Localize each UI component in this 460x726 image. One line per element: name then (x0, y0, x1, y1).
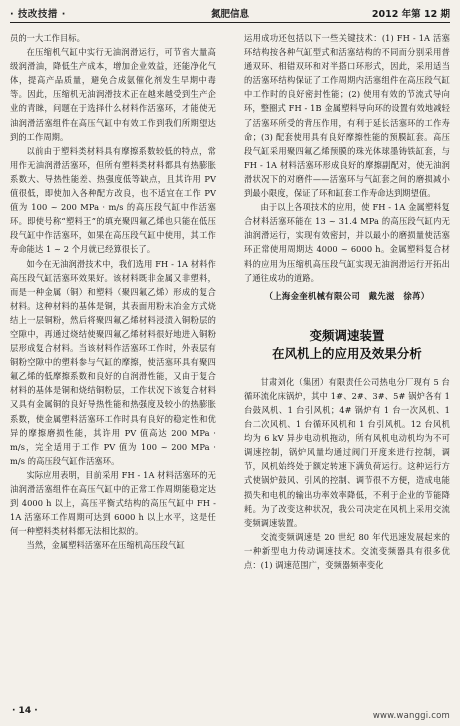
page-number: · 14 · (12, 706, 38, 716)
section-label: · 技改技措 · (10, 9, 66, 20)
right-column (244, 31, 450, 572)
header-rule (10, 22, 450, 23)
title-spacer (244, 363, 450, 375)
paragraph: 在压缩机气缸中实行无油润滑运行，可节省大量高级润滑油，降低生产成本，增加企业效益，还能净化气体，提高产品质量，避免合成氨催化剂发生早期中毒等。因此，压缩机无油润滑技术正在越来越受到生产企业的青睐，问题在于选择什么材料作活塞环，才能使无油润滑活塞组件在高压气缸中有效工作到我们所期望达到的工作周期。 (10, 47, 216, 142)
watermark: www.wanggi.com (372, 711, 450, 721)
journal-name: 氮肥信息 (210, 9, 249, 20)
paragraph: 当然，金属塑料活塞环在压缩机高压段气缸 (26, 540, 185, 551)
article-title-line2: 在风机上的应用及效果分析 (272, 345, 422, 361)
paragraph: 实际应用表明，目前采用 FH - 1A 材料活塞环的无油润滑活塞组件在高压气缸中的正常工作周期能稳定达到 4000 h 以上，高压平衡式结构的高压气缸中 FH - 1A 活塞环工作周期可达到 6000 h 以上水平，这是任何一种塑料类材料都无法相比拟的。 (10, 469, 216, 537)
article-title (244, 327, 450, 363)
left-column (10, 31, 216, 552)
article-title-line1: 变频调速装置 (309, 327, 385, 343)
running-header (10, 6, 450, 22)
paragraph: 由于以上各项技术的应用，使 FH - 1A 金属塑料复合材料活塞环能在 13 ~ 31.4 MPa 的高压段气缸内无油润滑运行，实现有效密封，并以最小的磨损量使活塞环正常使用周期达 4000 ~ 6000 h。金属塑料复合材料的应用为压缩机高压段气缸实现无油润滑运行开拓出了通往成功的道路。 (244, 202, 450, 283)
paragraph: 如今在无油润滑技术中，我们选用 FH - 1A 材料作高压段气缸活塞环效果好。该材料既非金属又非塑料，而是一种金属（铜）和塑料（聚四氟乙烯）形成的复合材料。这种材料的基体是铜，其表面用粉末冶金方式烧结上一层铜粉，然后将聚四氟乙烯材料浸渍入铜粉层的空隙中，再通过烧结使聚四氟乙烯材料很好地进入铜粉层形成复合材料。当该材料作活塞环工作时，外表层有铜粉空隙中的塑料参与气缸的摩擦，使活塞环具有聚四氟乙烯的低摩擦系数和良好的自润滑性能，又由于复合材料的基体是铜和烧结铜粉层，工作状况下该复合材料又具有金属铜的良好导热性能和热强度及较小的热膨胀系数，使金属塑料活塞环工作时具有良好的稳定性和优异的摩擦磨损性能，其许用 PV 值高达 200 MPa · m/s，完全适用于工作 PV 值为 100 ~ 200 MPa · m/s 的高压段气缸作活塞环。 (10, 258, 216, 466)
issue-number: 2012 年第 12 期 (371, 9, 450, 20)
paragraph: 甘肃刘化（集团）有限责任公司热电分厂现有 5 台循环流化床锅炉，其中 1#、2#、3#、5# 锅炉各有 1 台鼓风机、1 台引风机；4# 锅炉有 1 台一次风机、1 台二次风机、1 台循环风机和 1 台引风机。12 台风机均为 6 kV 异步电动机拖动，所有风机电动机均为不可调速控制，锅炉风量均通过阀门开度来进行控制，调节，风机始终处于额定转速下满负荷运行。这种运行方式使锅炉鼓风、引风的控制、调节很不方便，造成电能损失和电机的输出功率效率降低，不利于企业的节能降耗。为了改变这种状况，我公司决定在风机上采用交流变频调速装置。 (244, 376, 450, 528)
paragraph: 员的一大工作目标。 (10, 33, 85, 43)
paragraph: 运用成功还包括以下一些关键技术：(1) FH - 1A 活塞环结构按各种气缸型式和活塞结构的不同而分别采用普通双环、相错双环和对半搭口环形式，因此，采用适当的活塞环结构保证了工作周期内活塞组件在高压段气缸中工作时的良好密封性能；(2) 使用有效的节流式导向环，整圈式 FH - 1B 金属塑料导向环的设置有效地减轻了活塞环所受的背压作用，有利于延长活塞环的工作寿命；(3) 配套使用具有良好摩擦性能的预膜缸套。高压段气缸采用聚四氟乙烯预膜的珠光体球墨铸铁缸套，与 FH - 1A 材料活塞环形成良好的摩擦副配对，使无油润滑状况下的对磨件——活塞环与气缸套之间的磨损减小到最小限度，保证了环和缸套工作寿命达到期望值。 (244, 33, 450, 199)
author-signature: （上海金奎机械有限公司 戴先滋 徐苒） (264, 290, 430, 301)
paragraph: 以前由于塑料类材料具有摩擦系数较低的特点，常用作无油润滑活塞环，但所有塑料类材料都具有热膨胀系数大、导热性能差、热强度低等缺点，且其许用 PV 值很低，即使加入各种配方改良，也不适宜在工作 PV 值为 100 ~ 200 MPa · m/s 的高压段气缸中作活塞环。即使号称“塑料王”的填充聚四氟乙烯也只能在低压段气缸中作活塞环，如果在高压段气缸中使用，其工作寿命能达 1 ~ 2 个月就已经算很长了。 (10, 145, 216, 255)
paragraph: 交流变频调速是 20 世纪 80 年代迅速发展起来的一种新型电力传动调速技术。交流变频器具有很多优点：(1) 调速范围广，变频器频率变化 (244, 531, 450, 570)
